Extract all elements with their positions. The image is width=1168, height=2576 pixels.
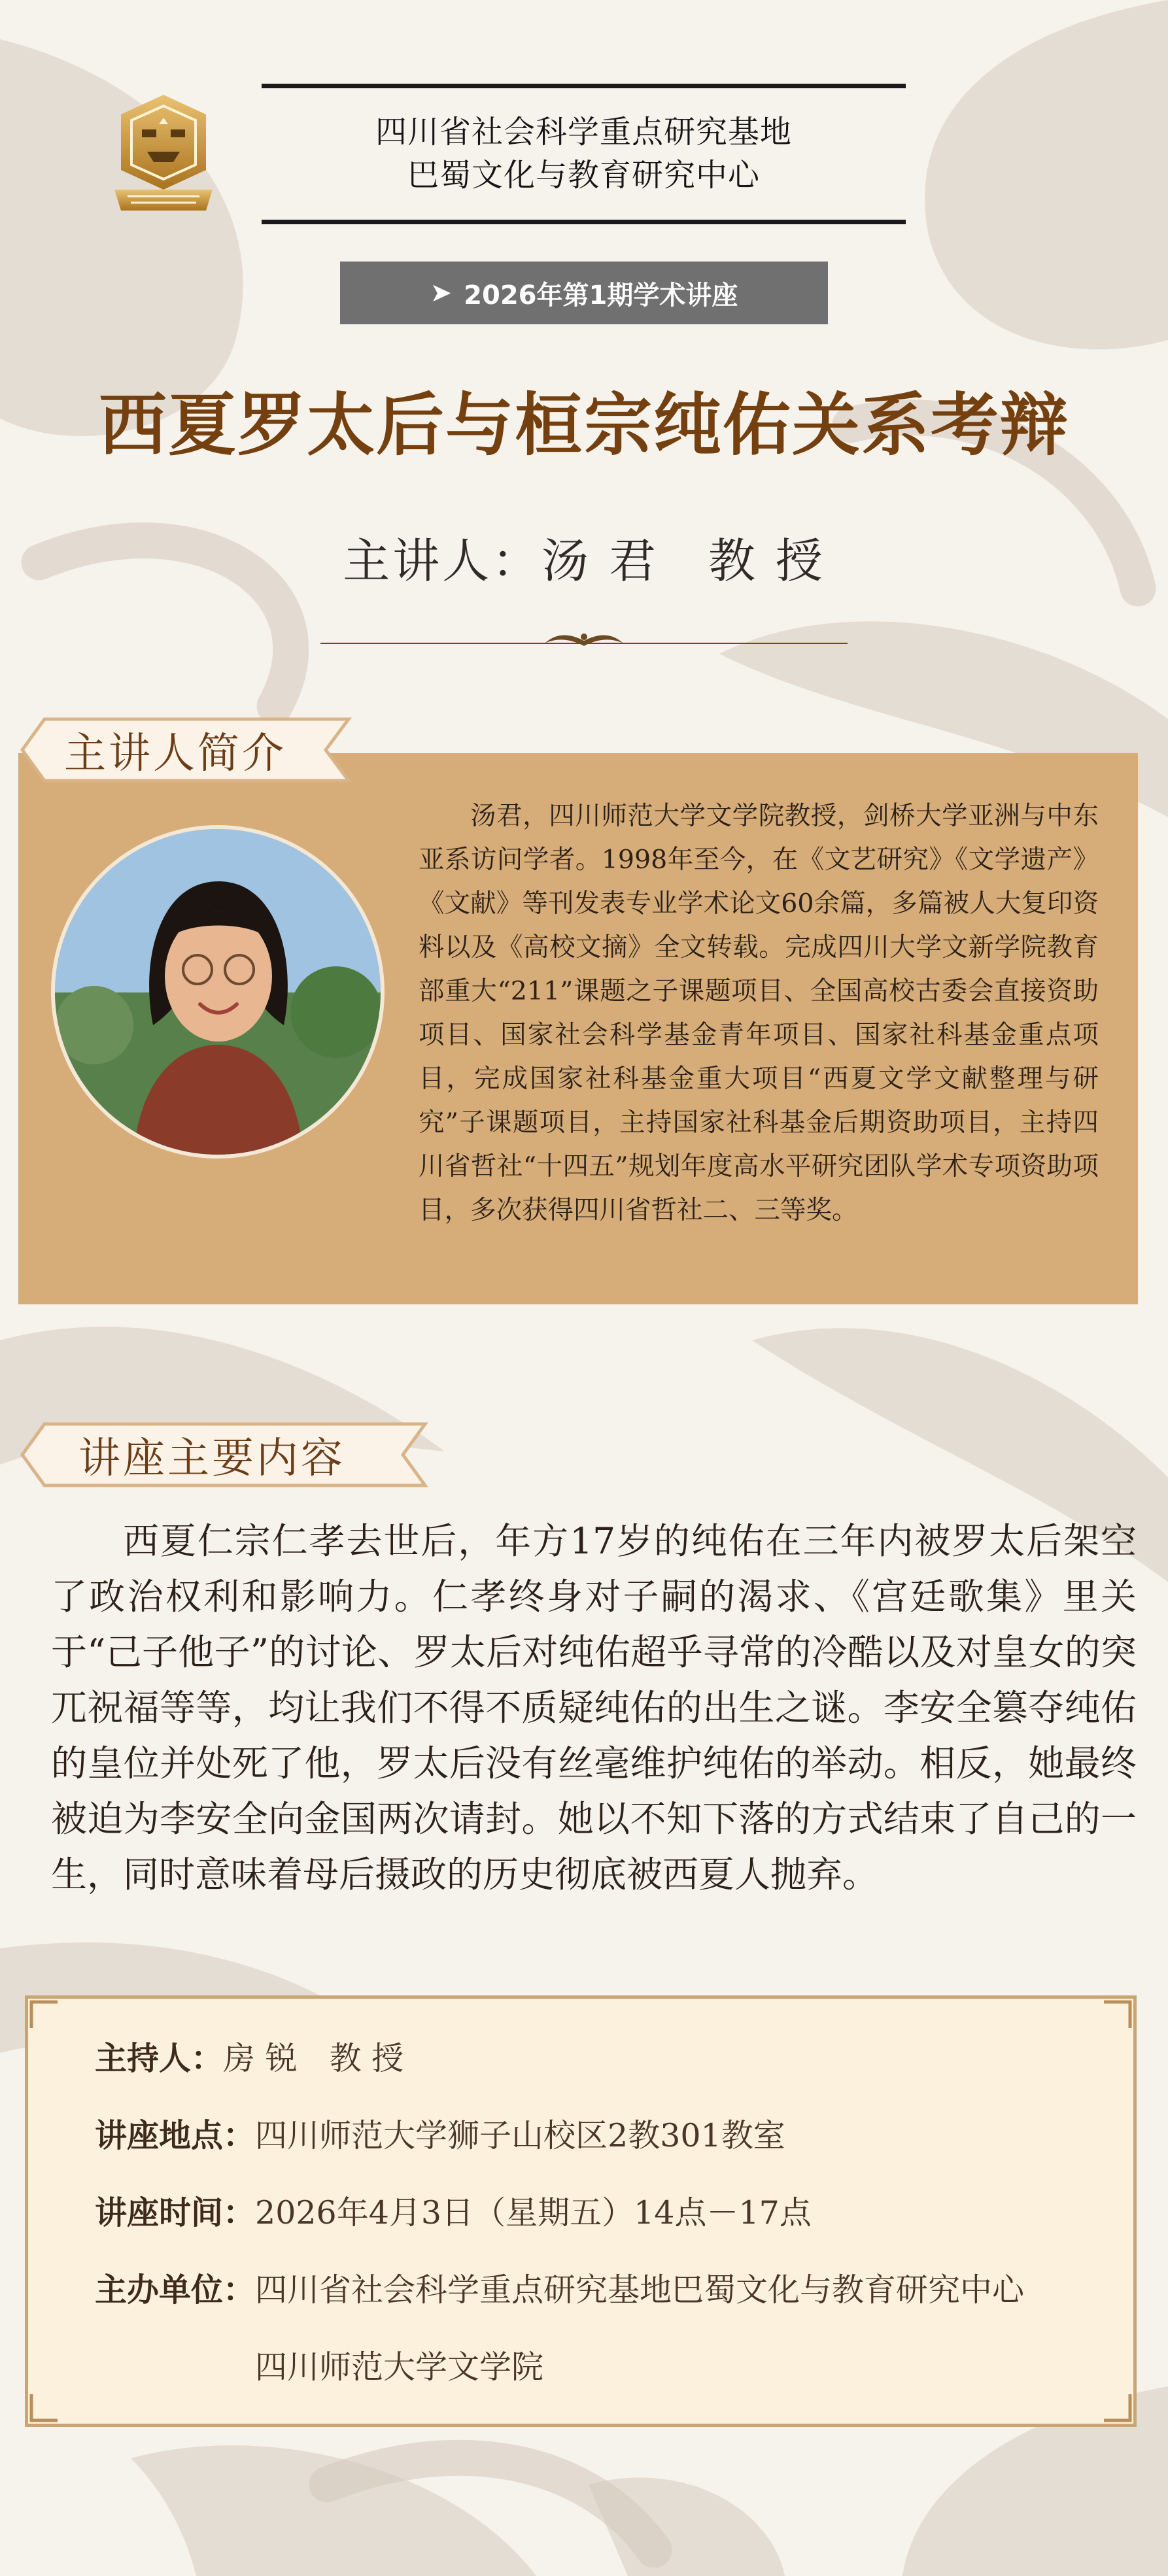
arrow-right-icon: ➤ bbox=[430, 278, 453, 308]
venue-label: 讲座地点： bbox=[95, 2116, 256, 2154]
header-top-rule bbox=[262, 84, 906, 88]
speaker-line: 主讲人：汤 君 教 授 bbox=[343, 534, 825, 588]
time-row bbox=[95, 2188, 812, 2233]
time-label: 讲座时间： bbox=[95, 2194, 256, 2231]
time-value: 2026年4月3日（星期五）14点－17点 bbox=[255, 2194, 812, 2231]
lecture-series-banner bbox=[340, 262, 828, 324]
divider-ornament bbox=[320, 628, 848, 654]
organizer-row bbox=[95, 2265, 1024, 2311]
host-label: 主持人： bbox=[95, 2039, 224, 2077]
host-value: 房 锐 教 授 bbox=[223, 2040, 404, 2077]
lecture-content-heading-tag bbox=[18, 1419, 430, 1491]
host-row bbox=[95, 2033, 404, 2079]
lecture-content-text: 西夏仁宗仁孝去世后，年方17岁的纯佑在三年内被罗太后架空了政治权利和影响力。仁孝终身对子嗣的渴求、《宫廷歌集》里关于“己子他子”的讨论、罗太后对纯佑超乎寻常的冷酷以及对皇女的突兀祝福等等，均让我们不得不质疑纯佑的出生之谜。李安全篡夺纯佑的皇位并处死了他，罗太后没有丝毫维护纯佑的举动。相反，她最终被迫为李安全向金国两次请封。她以不知下落的方式结束了自己的一生，同时意味着母后摄政的历史彻底被西夏人抛弃。 bbox=[51, 1520, 1137, 1895]
organizer-value-2: 四川师范大学文学院 bbox=[255, 2348, 544, 2386]
organizer-row-2 bbox=[255, 2342, 543, 2388]
lecture-content-heading: 讲座主要内容 bbox=[78, 1434, 345, 1483]
institution-name-line1: 四川省社会科学重点研究基地 bbox=[375, 114, 792, 150]
header-bottom-rule bbox=[262, 220, 906, 224]
bronze-mask-logo-icon bbox=[108, 92, 219, 216]
institution-name-line2: 巴蜀文化与教育研究中心 bbox=[407, 157, 760, 194]
speaker-intro-heading-tag bbox=[18, 714, 353, 786]
lecture-series-label: 2026年第1期学术讲座 bbox=[464, 280, 738, 311]
organizer-label: 主办单位： bbox=[95, 2271, 256, 2309]
venue-row bbox=[95, 2110, 785, 2156]
lecture-title: 西夏罗太后与桓宗纯佑关系考辩 bbox=[98, 384, 1069, 465]
organizer-value-1: 四川省社会科学重点研究基地巴蜀文化与教育研究中心 bbox=[255, 2271, 1025, 2309]
speaker-intro-heading: 主讲人简介 bbox=[64, 730, 286, 778]
venue-value: 四川师范大学狮子山校区2教301教室 bbox=[255, 2117, 785, 2154]
speaker-bio-text: 汤君，四川师范大学文学院教授，剑桥大学亚洲与中东亚系访问学者。1998年至今，在《文艺研究》《文学遗产》《文献》等刊发表专业学术论文60余篇，多篇被人大复印资料以及《高校文摘》全文转载。完成四川大学文新学院教育部重大“211”课题之子课题项目、全国高校古委会直接资助项目、国家社会科学基金青年项目、国家社科基金重点项目，完成国家社科基金重大项目“西夏文学文献整理与研究”子课题项目，主持国家社科基金后期资助项目，主持四川省哲社“十四五”规划年度高水平研究团队学术专项资助项目，多次获得四川省哲社二、三等奖。 bbox=[419, 801, 1099, 1225]
speaker-photo bbox=[51, 825, 385, 1159]
